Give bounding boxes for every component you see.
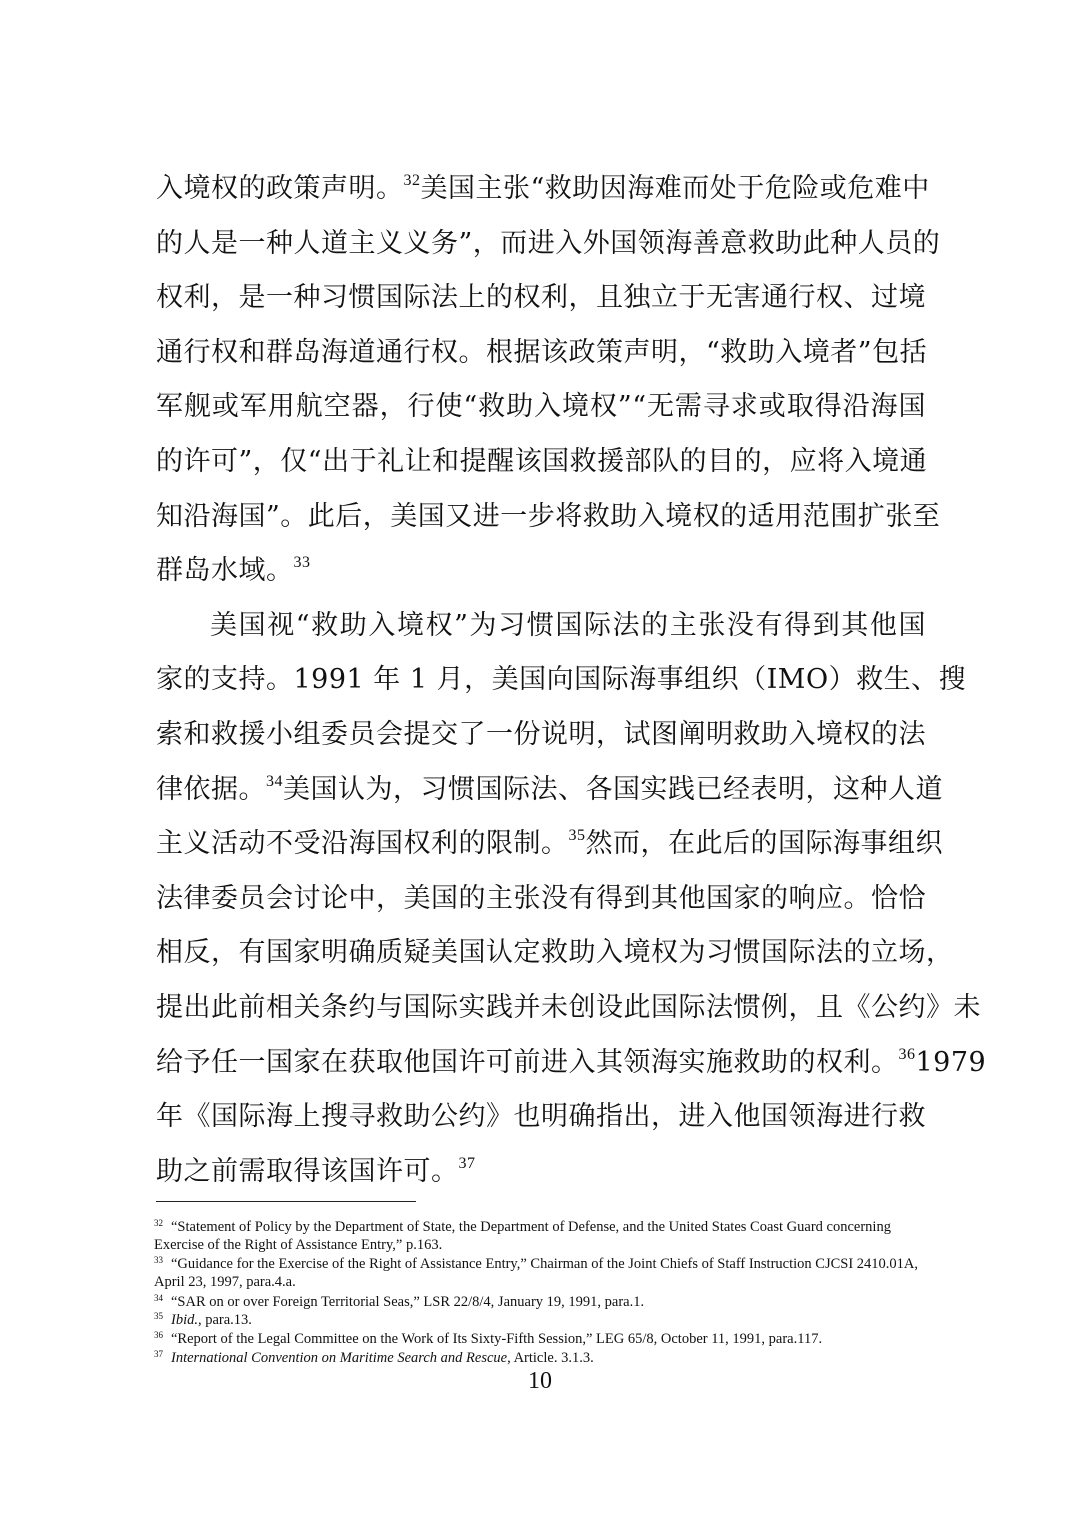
- body-line-3: 权利，是一种习惯国际法上的权利，且独立于无害通行权、过境: [156, 282, 926, 313]
- footnote-34: $^{34}$ “SAR on or over Foreign Territorial Seas,” LSR 22/8/4, January 19, 1991, para.1.: [154, 1293, 645, 1310]
- footnote-37: $^{37}$ International Convention on Maritime Search and Rescue, Article. 3.1.3.: [154, 1349, 594, 1366]
- body-line-12: 律依据。$^{34}$美国认为，习惯国际法、各国实践已经表明，这种人道: [156, 773, 943, 805]
- body-line-18: 年《国际海上搜寻救助公约》也明确指出，进入他国领海进行救: [156, 1101, 926, 1132]
- body-line-2: 的人是一种人道主义义务”，而进入外国领海善意救助此种人员的: [156, 228, 941, 259]
- body-line-15: 相反，有国家明确质疑美国认定救助入境权为习惯国际法的立场，: [156, 937, 954, 968]
- footnote-36: $^{36}$ “Report of the Legal Committee on the Work of Its Sixty-Fifth Session,” LEG 65/8, October 11, 1991, para.117.: [154, 1330, 823, 1347]
- footnote-ref-35: 35: [568, 827, 586, 844]
- page-number: 10: [528, 1368, 552, 1394]
- body-line-9: 美国视“救助入境权”为习惯国际法的主张没有得到其他国: [210, 610, 926, 641]
- body-line-16: 提出此前相关条约与国际实践并未创设此国际法惯例，且《公约》未: [156, 992, 981, 1023]
- footnote-ref-37: 37: [458, 1155, 476, 1172]
- footnote-35: $^{35}$ Ibid., para.13.: [154, 1311, 252, 1328]
- body-line-6: 的许可”，仅“出于礼让和提醒该国救援部队的目的，应将入境通: [156, 446, 928, 477]
- footnote-ref-33: 33: [293, 554, 311, 571]
- body-line-17: 给予任一国家在获取他国许可前进入其领海实施救助的权利。$^{36}$1979: [156, 1046, 987, 1078]
- body-line-13: 主义活动不受沿海国权利的限制。$^{35}$然而，在此后的国际海事组织: [156, 827, 943, 859]
- body-line-10: 家的支持。1991 年 1 月，美国向国际海事组织（IMO）救生、搜: [156, 664, 967, 695]
- body-line-19: 助之前需取得该国许可。$^{37}$: [156, 1155, 476, 1187]
- footnote-ref-34: 34: [266, 773, 283, 790]
- footnote-separator: [156, 1201, 416, 1202]
- footnote-ref-36: 36: [898, 1046, 916, 1063]
- body-line-1: 入境权的政策声明。$^{32}$美国主张“救助因海难而处于危险或危难中: [156, 172, 930, 204]
- footnote-33: $^{33}$ “Guidance for the Exercise of the Right of Assistance Entry,” Chairman of the Joint Chiefs of Staff Instruction CJCSI 2410.01A, April 23, 1997, para.4.a.: [154, 1255, 919, 1290]
- footnote-32: $^{32}$ “Statement of Policy by the Department of State, the Department of Defense, and the United States Coast Guard concerning Exercise of the Right of Assistance Entry,” p.163.: [154, 1218, 891, 1253]
- body-line-4: 通行权和群岛海道通行权。根据该政策声明，“救助入境者”包括: [156, 337, 928, 368]
- body-line-5: 军舰或军用航空器，行使“救助入境权”“无需寻求或取得沿海国: [156, 391, 926, 422]
- body-line-11: 索和救援小组委员会提交了一份说明，试图阐明救助入境权的法: [156, 719, 926, 750]
- footnote-ref-32: 32: [403, 172, 421, 189]
- body-line-8: 群岛水域。$^{33}$: [156, 554, 311, 586]
- body-line-14: 法律委员会讨论中，美国的主张没有得到其他国家的响应。恰恰: [156, 883, 926, 914]
- body-line-7: 知沿海国”。此后，美国又进一步将救助入境权的适用范围扩张至: [156, 501, 941, 532]
